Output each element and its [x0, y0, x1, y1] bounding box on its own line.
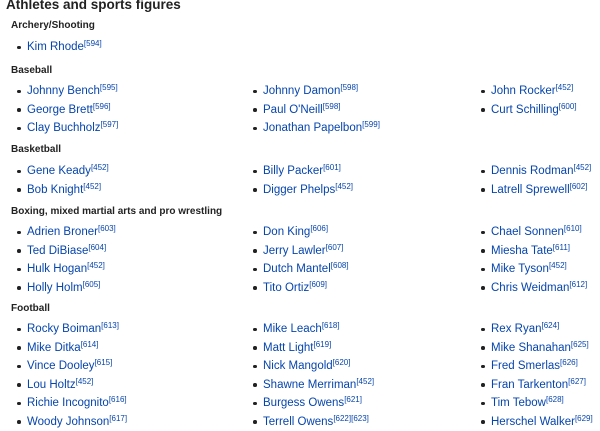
list-item [247, 223, 349, 242]
citation-link[interactable]: [598] [340, 83, 358, 92]
citation-link[interactable]: [602] [570, 182, 588, 191]
person-link[interactable]: Matt Light [263, 342, 314, 354]
person-link[interactable]: Adrien Broner [27, 226, 98, 238]
person-link[interactable]: Chael Sonnen [491, 226, 564, 238]
person-link[interactable]: Bob Knight [27, 184, 83, 196]
person-link[interactable]: Rex Ryan [491, 323, 542, 335]
person-link[interactable]: Fran Tarkenton [491, 379, 568, 391]
person-link[interactable]: Ted DiBiase [27, 245, 88, 257]
bullet-icon [17, 90, 21, 94]
bullet-icon [481, 90, 485, 94]
person-link[interactable]: Paul O'Neill [263, 104, 323, 116]
citation-link[interactable]: [609] [309, 280, 327, 289]
list-item [475, 357, 593, 376]
bullet-icon [481, 188, 485, 192]
list-item [247, 320, 374, 339]
person-link[interactable]: John Rocker [491, 85, 556, 97]
bullet-icon [481, 402, 485, 406]
list-item [247, 181, 353, 200]
bullet-icon [253, 170, 257, 174]
bullet-icon [481, 346, 485, 350]
list-item [475, 82, 577, 101]
list-item [247, 119, 380, 138]
list-column [11, 38, 102, 57]
list-item [475, 162, 591, 181]
bullet-icon [253, 383, 257, 387]
list-item [11, 413, 127, 431]
person-link[interactable]: Lou Holtz [27, 379, 76, 391]
person-link[interactable]: Mike Leach [263, 323, 322, 335]
bullet-icon [17, 268, 21, 272]
bullet-icon [253, 188, 257, 192]
list-column [247, 82, 380, 138]
list-item [11, 38, 102, 57]
citation-link[interactable]: [607] [326, 243, 344, 252]
citation-link[interactable]: [617] [109, 414, 127, 423]
citation-link[interactable]: [605] [83, 280, 101, 289]
person-link[interactable]: Clay Buchholz [27, 122, 101, 134]
list-item [475, 260, 587, 279]
section-heading-basketball: Basketball [11, 144, 61, 155]
person-link[interactable]: Jerry Lawler [263, 245, 326, 257]
list-item [475, 181, 591, 200]
bullet-icon [481, 328, 485, 332]
person-link[interactable]: Tito Ortiz [263, 282, 309, 294]
person-link[interactable]: Richie Incognito [27, 397, 109, 409]
list-item [247, 413, 374, 431]
list-item [475, 242, 587, 261]
list-item [11, 242, 116, 261]
list-item [11, 181, 109, 200]
list-column [475, 82, 577, 119]
bullet-icon [481, 108, 485, 112]
bullet-icon [481, 286, 485, 290]
person-link[interactable]: Billy Packer [263, 165, 323, 177]
citation-link[interactable]: [622] [333, 414, 351, 423]
bullet-icon [17, 346, 21, 350]
citation-link[interactable]: [620] [333, 358, 351, 367]
list-item [11, 394, 127, 413]
bullet-icon [253, 268, 257, 272]
citation-link[interactable]: [597] [101, 120, 119, 129]
person-link[interactable]: Fred Smerlas [491, 360, 560, 372]
list-column [247, 223, 349, 297]
list-item [11, 279, 116, 298]
bullet-icon [253, 328, 257, 332]
person-link[interactable]: Mike Tyson [491, 263, 549, 275]
bullet-icon [17, 249, 21, 253]
person-link[interactable]: Johnny Bench [27, 85, 100, 97]
page-title: Athletes and sports figures [6, 0, 181, 12]
list-item [475, 339, 593, 358]
bullet-icon [17, 286, 21, 290]
person-link[interactable]: Mike Shanahan [491, 342, 571, 354]
bullet-icon [253, 231, 257, 235]
person-link[interactable]: Chris Weidman [491, 282, 569, 294]
list-item [11, 376, 127, 395]
list-item [11, 339, 127, 358]
list-item [247, 101, 380, 120]
list-item [11, 82, 118, 101]
citation-link[interactable]: [594] [84, 39, 102, 48]
citation-link[interactable]: [452] [76, 377, 94, 386]
bullet-icon [17, 383, 21, 387]
bullet-icon [253, 402, 257, 406]
citation-link[interactable]: [623] [351, 414, 369, 423]
bullet-icon [17, 365, 21, 369]
section-heading-football: Football [11, 303, 50, 314]
citation-link[interactable]: [606] [310, 224, 328, 233]
section-heading-archery-shooting: Archery/Shooting [11, 20, 95, 31]
citation-link[interactable]: [621] [344, 395, 362, 404]
list-item [475, 376, 593, 395]
list-item [247, 260, 349, 279]
list-column [11, 223, 116, 297]
bullet-icon [17, 402, 21, 406]
bullet-icon [253, 346, 257, 350]
person-link[interactable]: Don King [263, 226, 310, 238]
bullet-icon [17, 127, 21, 131]
citation-link[interactable]: [604] [88, 243, 106, 252]
person-link[interactable]: Holly Holm [27, 282, 83, 294]
person-link[interactable]: Herschel Walker [491, 416, 575, 428]
bullet-icon [253, 108, 257, 112]
bullet-icon [17, 46, 21, 50]
list-column [475, 223, 587, 297]
citation-link[interactable]: [615] [95, 358, 113, 367]
list-item [11, 162, 109, 181]
bullet-icon [17, 231, 21, 235]
list-item [11, 260, 116, 279]
citation-link[interactable]: [628] [546, 395, 564, 404]
person-link[interactable]: Tim Tebow [491, 397, 546, 409]
person-link[interactable]: Woody Johnson [27, 416, 109, 428]
list-column [247, 320, 374, 431]
person-link[interactable]: Rocky Boiman [27, 323, 101, 335]
citation-link[interactable]: [629] [575, 414, 593, 423]
person-link[interactable]: Gene Keady [27, 165, 91, 177]
bullet-icon [253, 420, 257, 424]
person-link[interactable]: Terrell Owens [263, 416, 333, 428]
list-column [475, 162, 591, 199]
person-link[interactable]: Curt Schilling [491, 104, 559, 116]
person-link[interactable]: Jonathan Papelbon [263, 122, 362, 134]
person-link[interactable]: Digger Phelps [263, 184, 335, 196]
bullet-icon [253, 365, 257, 369]
person-link[interactable]: Nick Mangold [263, 360, 333, 372]
bullet-icon [481, 383, 485, 387]
bullet-icon [481, 249, 485, 253]
person-link[interactable]: Dutch Mantel [263, 263, 331, 275]
list-item [247, 82, 380, 101]
person-link[interactable]: Kim Rhode [27, 41, 84, 53]
bullet-icon [481, 170, 485, 174]
bullet-icon [481, 268, 485, 272]
citation-link[interactable]: [599] [362, 120, 380, 129]
person-link[interactable]: Johnny Damon [263, 85, 340, 97]
list-column [11, 320, 127, 431]
bullet-icon [481, 420, 485, 424]
list-item [475, 320, 593, 339]
citation-link[interactable]: [613] [101, 321, 119, 330]
list-item [475, 394, 593, 413]
bullet-icon [17, 108, 21, 112]
bullet-icon [253, 286, 257, 290]
citation-link[interactable]: [624] [542, 321, 560, 330]
bullet-icon [253, 90, 257, 94]
citation-link[interactable]: [608] [331, 261, 349, 270]
person-link[interactable]: Burgess Owens [263, 397, 344, 409]
list-item [247, 357, 374, 376]
list-item [11, 119, 118, 138]
person-link[interactable]: Shawne Merriman [263, 379, 356, 391]
list-item [11, 320, 127, 339]
citation-link[interactable]: [626] [560, 358, 578, 367]
bullet-icon [253, 249, 257, 253]
list-item [247, 242, 349, 261]
list-item [475, 413, 593, 431]
citation-link[interactable]: [603] [98, 224, 116, 233]
person-link[interactable]: Dennis Rodman [491, 165, 573, 177]
list-item [247, 162, 353, 181]
list-column [11, 162, 109, 199]
citation-link[interactable]: [452] [87, 261, 105, 270]
list-item [247, 376, 374, 395]
citation-link[interactable]: [616] [109, 395, 127, 404]
citation-link[interactable]: [627] [568, 377, 586, 386]
list-item [475, 223, 587, 242]
list-column [247, 162, 353, 199]
citation-link[interactable]: [596] [93, 102, 111, 111]
citation-link[interactable]: [452] [573, 163, 591, 172]
person-link[interactable]: Latrell Sprewell [491, 184, 570, 196]
citation-link[interactable]: [452] [91, 163, 109, 172]
citation-link[interactable]: [452] [335, 182, 353, 191]
citation-link[interactable]: [610] [564, 224, 582, 233]
citation-link[interactable]: [612] [569, 280, 587, 289]
bullet-icon [17, 188, 21, 192]
person-link[interactable]: Hulk Hogan [27, 263, 87, 275]
citation-link[interactable]: [614] [81, 340, 99, 349]
section-heading-baseball: Baseball [11, 65, 52, 76]
list-item [247, 339, 374, 358]
section-heading-boxing-mma-wrestling: Boxing, mixed martial arts and pro wrestling [11, 206, 222, 217]
list-column [475, 320, 593, 431]
person-link[interactable]: George Brett [27, 104, 93, 116]
citation-link[interactable]: [600] [559, 102, 577, 111]
bullet-icon [17, 328, 21, 332]
citation-link[interactable]: [452] [356, 377, 374, 386]
person-link[interactable]: Mike Ditka [27, 342, 81, 354]
person-link[interactable]: Vince Dooley [27, 360, 95, 372]
bullet-icon [253, 127, 257, 131]
citation-link[interactable]: [452] [83, 182, 101, 191]
list-item [11, 101, 118, 120]
citation-link[interactable]: [619] [314, 340, 332, 349]
bullet-icon [481, 231, 485, 235]
citation-link[interactable]: [611] [553, 243, 570, 252]
citation-link[interactable]: [618] [322, 321, 340, 330]
bullet-icon [481, 365, 485, 369]
bullet-icon [17, 170, 21, 174]
list-item [11, 357, 127, 376]
list-column [11, 82, 118, 138]
list-item [11, 223, 116, 242]
person-link[interactable]: Miesha Tate [491, 245, 553, 257]
citation-link[interactable]: [601] [323, 163, 341, 172]
list-item [475, 101, 577, 120]
citation-link[interactable]: [595] [100, 83, 118, 92]
citation-link[interactable]: [625] [571, 340, 589, 349]
bullet-icon [17, 420, 21, 424]
list-item [247, 394, 374, 413]
citation-link[interactable]: [452] [556, 83, 574, 92]
list-item [475, 279, 587, 298]
citation-link[interactable]: [452] [549, 261, 567, 270]
list-item [247, 279, 349, 298]
citation-link[interactable]: [598] [323, 102, 341, 111]
